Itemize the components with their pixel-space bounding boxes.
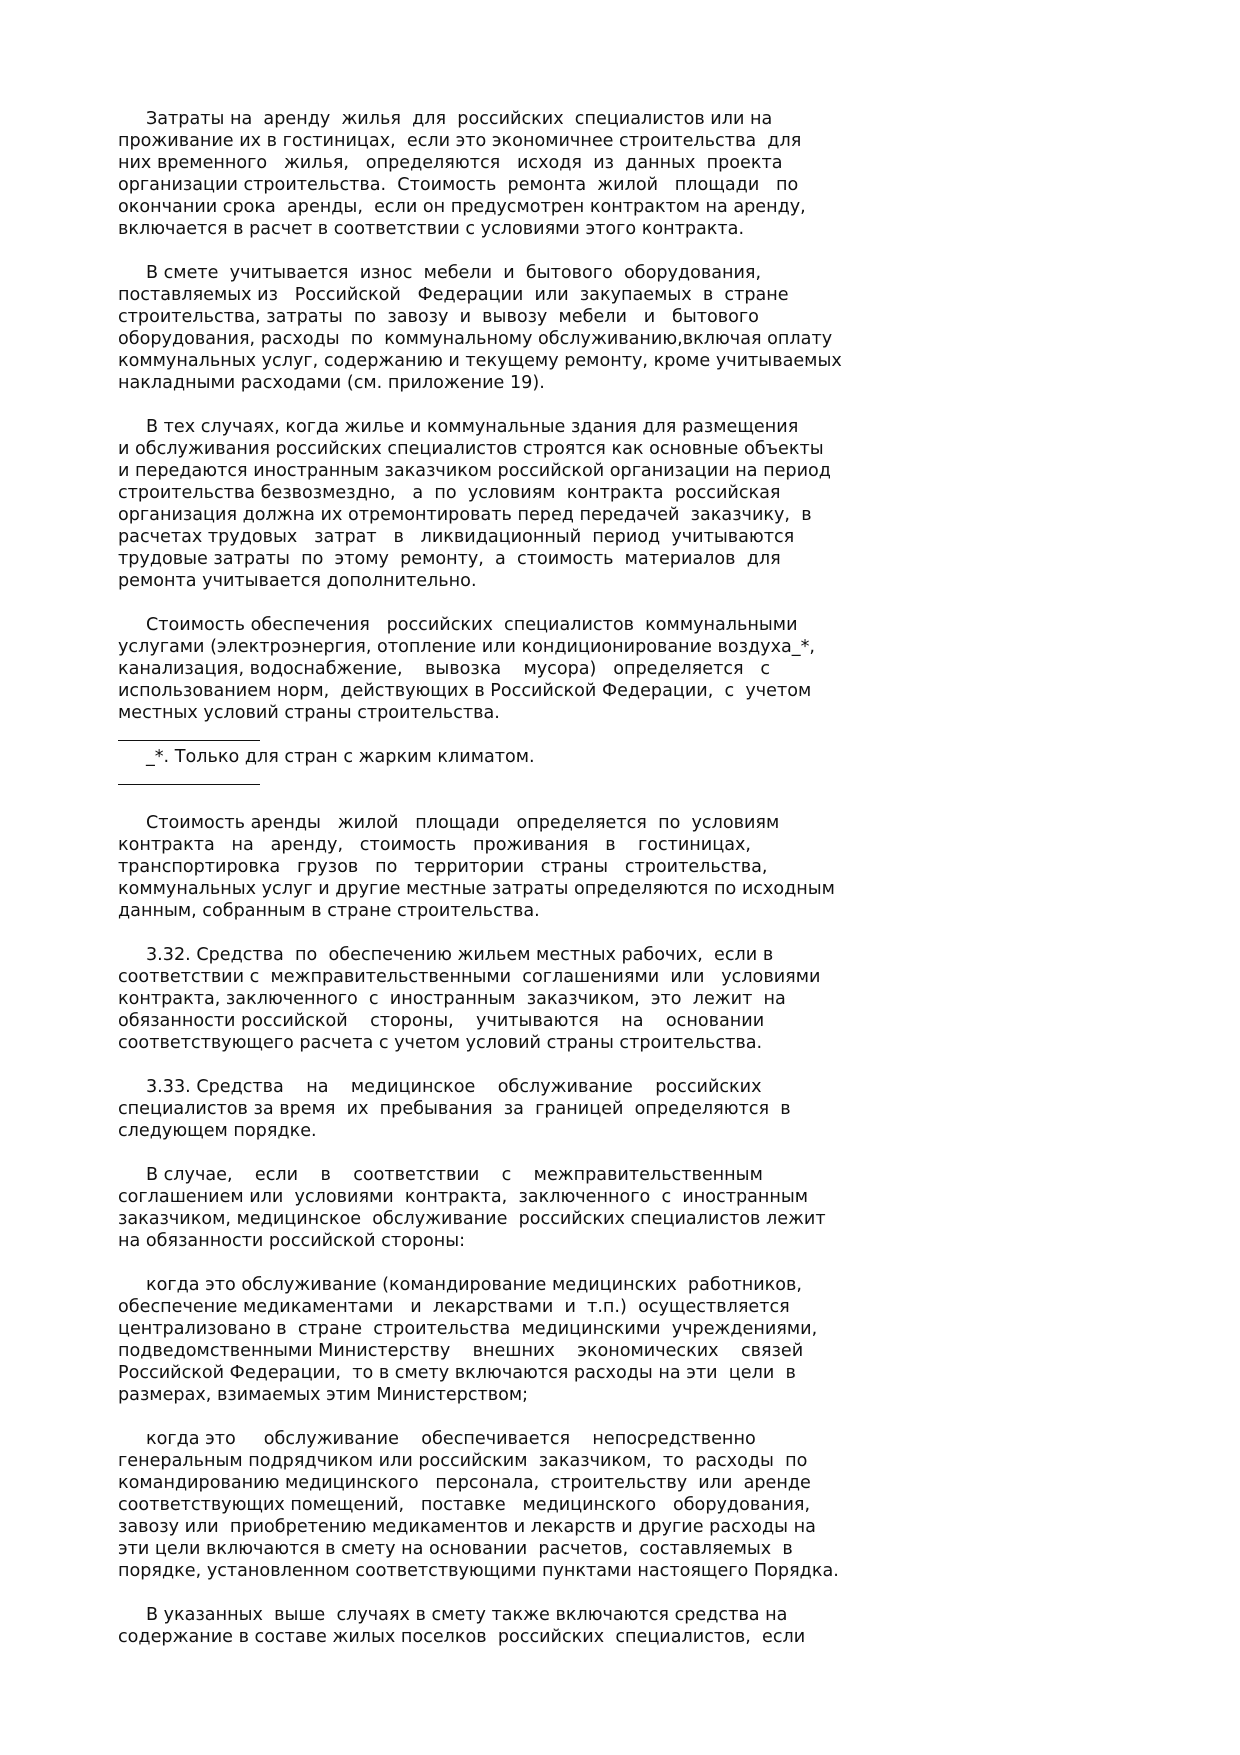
text-line: поставляемых из Российской Федерации или закупаемых в стране: [118, 285, 789, 305]
text-line: включается в расчет в соответствии с условиями этого контракта.: [118, 219, 745, 239]
document-body-after-footnote: [118, 812, 1018, 1648]
text-line: специалистов за время их пребывания за границей определяются в: [118, 1099, 791, 1119]
text-line: оборудования, расходы по коммунальному обслуживанию,включая оплату: [118, 329, 833, 349]
paragraph: [118, 1274, 1018, 1406]
paragraph: [118, 1604, 1018, 1648]
footnote-separator-top: [118, 740, 260, 741]
text-line: данным, собранным в стране строительства.: [118, 901, 540, 921]
paragraph: [118, 944, 1018, 1054]
text-line: канализация, водоснабжение, вывозка мусора) определяется с: [118, 659, 771, 679]
text-line: Российской Федерации, то в смету включаются расходы на эти цели в: [118, 1363, 796, 1383]
paragraph: [118, 614, 1018, 724]
footnote-text: _*. Только для стран с жарким климатом.: [118, 747, 535, 767]
paragraph: [118, 262, 1018, 394]
text-line: и обслуживания российских специалистов строятся как основные объекты: [118, 439, 824, 459]
document-page: [118, 108, 1018, 1670]
text-line: строительства безвозмездно, а по условиям контракта российская: [118, 483, 781, 503]
text-line: на обязанности российской стороны:: [118, 1231, 466, 1251]
text-line: когда это обслуживание (командирование медицинских работников,: [118, 1275, 803, 1295]
text-line: местных условий страны строительства.: [118, 703, 500, 723]
text-line: размерах, взимаемых этим Министерством;: [118, 1385, 529, 1405]
footnote-separator-bottom: [118, 784, 260, 785]
text-line: Стоимость аренды жилой площади определяется по условиям: [118, 813, 780, 833]
text-line: соответствующего расчета с учетом условий страны строительства.: [118, 1033, 763, 1053]
text-line: организация должна их отремонтировать перед передачей заказчику, в: [118, 505, 812, 525]
paragraph: [118, 1076, 1018, 1142]
text-line: обязанности российской стороны, учитываются на основании: [118, 1011, 765, 1031]
paragraph: [118, 1428, 1018, 1582]
text-line: расчетах трудовых затрат в ликвидационный период учитываются: [118, 527, 795, 547]
text-line: услугами (электроэнергия, отопление или кондиционирование воздуха_*,: [118, 637, 815, 657]
text-line: соглашением или условиями контракта, заключенного с иностранным: [118, 1187, 809, 1207]
text-line: ремонта учитывается дополнительно.: [118, 571, 477, 591]
paragraph: [118, 416, 1018, 592]
text-line: накладными расходами (см. приложение 19).: [118, 373, 545, 393]
text-line: транспортировка грузов по территории страны строительства,: [118, 857, 768, 877]
text-line: них временного жилья, определяются исходя из данных проекта: [118, 153, 783, 173]
text-line: подведомственными Министерству внешних экономических связей: [118, 1341, 804, 1361]
text-line: проживание их в гостиницах, если это экономичнее строительства для: [118, 131, 802, 151]
text-line: коммунальных услуг, содержанию и текущему ремонту, кроме учитываемых: [118, 351, 842, 371]
text-line: следующем порядке.: [118, 1121, 317, 1141]
text-line: организации строительства. Стоимость ремонта жилой площади по: [118, 175, 799, 195]
document-body-before-footnote: [118, 108, 1018, 724]
text-line: 3.33. Средства на медицинское обслуживание российских: [118, 1077, 762, 1097]
text-line: эти цели включаются в смету на основании расчетов, составляемых в: [118, 1539, 793, 1559]
text-line: трудовые затраты по этому ремонту, а стоимость материалов для: [118, 549, 781, 569]
text-line: В смете учитывается износ мебели и бытового оборудования,: [118, 263, 762, 283]
text-line: коммунальных услуг и другие местные затраты определяются по исходным: [118, 879, 835, 899]
text-line: строительства, затраты по завозу и вывозу мебели и бытового: [118, 307, 759, 327]
text-line: Затраты на аренду жилья для российских специалистов или на: [118, 109, 773, 129]
paragraph: [118, 108, 1018, 240]
text-line: завозу или приобретению медикаментов и лекарств и другие расходы на: [118, 1517, 816, 1537]
text-line: заказчиком, медицинское обслуживание российских специалистов лежит: [118, 1209, 826, 1229]
text-line: Стоимость обеспечения российских специалистов коммунальными: [118, 615, 798, 635]
footnote: [118, 746, 1018, 768]
text-line: окончании срока аренды, если он предусмотрен контрактом на аренду,: [118, 197, 806, 217]
text-line: и передаются иностранным заказчиком российской организации на период: [118, 461, 831, 481]
text-line: контракта, заключенного с иностранным заказчиком, это лежит на: [118, 989, 786, 1009]
text-line: содержание в составе жилых поселков российских специалистов, если: [118, 1627, 806, 1647]
text-line: порядке, установленном соответствующими пунктами настоящего Порядка.: [118, 1561, 839, 1581]
text-line: генеральным подрядчиком или российским заказчиком, то расходы по: [118, 1451, 808, 1471]
text-line: В тех случаях, когда жилье и коммунальные здания для размещения: [118, 417, 799, 437]
text-line: использованием норм, действующих в Российской Федерации, с учетом: [118, 681, 812, 701]
text-line: В случае, если в соответствии с межправительственным: [118, 1165, 763, 1185]
text-line: В указанных выше случаях в смету также включаются средства на: [118, 1605, 788, 1625]
text-line: соответствующих помещений, поставке медицинского оборудования,: [118, 1495, 811, 1515]
paragraph: [118, 812, 1018, 922]
text-line: обеспечение медикаментами и лекарствами и т.п.) осуществляется: [118, 1297, 790, 1317]
text-line: централизовано в стране строительства медицинскими учреждениями,: [118, 1319, 818, 1339]
text-line: когда это обслуживание обеспечивается непосредственно: [118, 1429, 756, 1449]
text-line: командированию медицинского персонала, строительству или аренде: [118, 1473, 811, 1493]
paragraph: [118, 1164, 1018, 1252]
text-line: контракта на аренду, стоимость проживания в гостиницах,: [118, 835, 752, 855]
text-line: 3.32. Средства по обеспечению жильем местных рабочих, если в: [118, 945, 774, 965]
text-line: соответствии с межправительственными соглашениями или условиями: [118, 967, 821, 987]
